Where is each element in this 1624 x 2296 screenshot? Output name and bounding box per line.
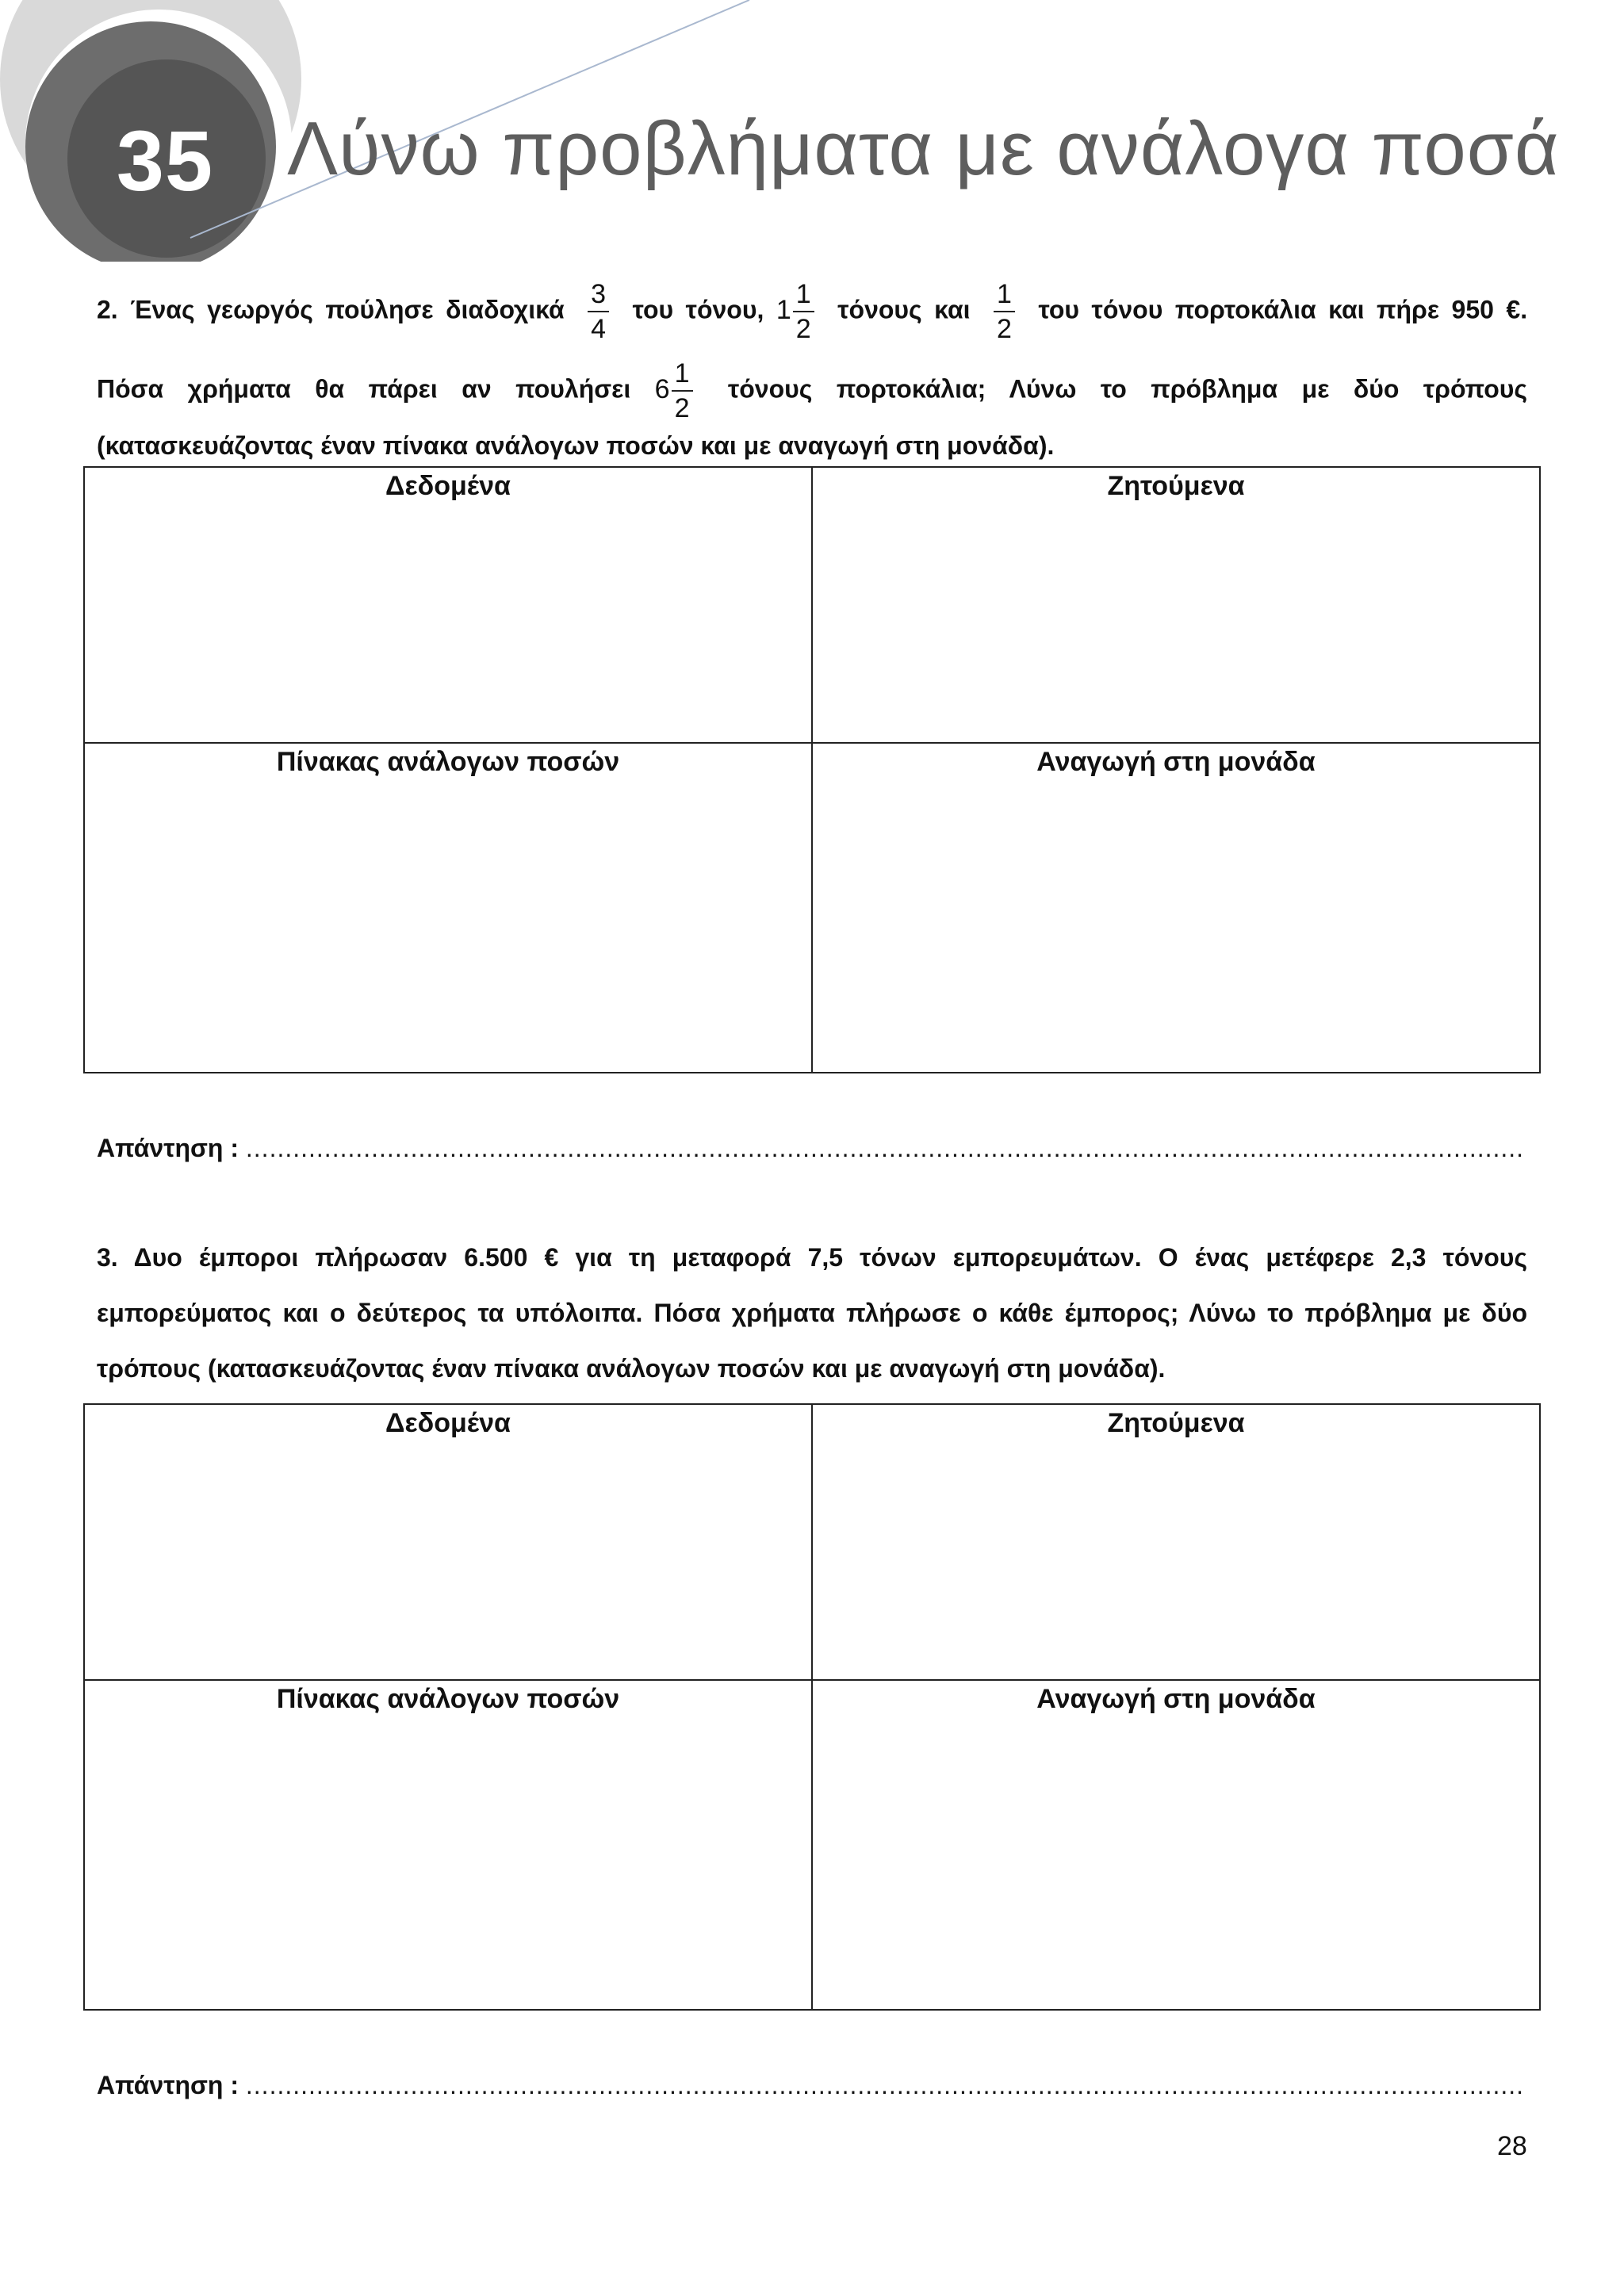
lesson-number-badge: 35 (116, 113, 214, 209)
problem-2-line-2 (97, 357, 1527, 425)
wanted-cell[interactable]: Ζητούμενα (812, 467, 1540, 743)
wanted-cell[interactable]: Ζητούμενα (812, 1404, 1540, 1680)
problem-3-line-1: 3. Δυο έμποροι πλήρωσαν 6.500 € για τη μεταφορά 7,5 τόνων εμπορευμάτων. Ο ένας μετέφερε 2,3 τόνους (97, 1243, 1527, 1272)
page-number: 28 (1497, 2131, 1527, 2161)
mixed-number-six-and-half: 6 $\frac{1}{2}$ (655, 357, 704, 425)
fraction-one-half: $\frac{1}{2}$ (994, 277, 1015, 346)
proportion-table-cell[interactable]: Πίνακας ανάλογων ποσών (84, 743, 812, 1073)
problem-2-line-1 (97, 277, 1527, 346)
fraction-three-quarters: $\frac{3}{4}$ (588, 277, 609, 346)
mixed-number-one-and-half: 1 $\frac{1}{2}$ (776, 277, 825, 346)
problem-2-solution-table (83, 466, 1541, 1073)
answer-line-problem-2 (97, 1134, 1524, 1163)
proportion-table-cell[interactable]: Πίνακας ανάλογων ποσών (84, 1680, 812, 2010)
problem-3-solution-table (83, 1403, 1541, 2011)
unit-reduction-cell[interactable]: Αναγωγή στη μονάδα (812, 743, 1540, 1073)
problem-2-text: τόνους πορτοκάλια; Λύνω το πρόβλημα με δύο τρόπους (727, 374, 1528, 404)
given-cell[interactable]: Δεδομένα (84, 1404, 812, 1680)
problem-2-line-3: (κατασκευάζοντας έναν πίνακα ανάλογων ποσών και με αναγωγή στη μονάδα). (97, 431, 1055, 460)
problem-3-line-3: τρόπους (κατασκευάζοντας έναν πίνακα ανάλογων ποσών και με αναγωγή στη μονάδα). (97, 1354, 1166, 1383)
answer-blank[interactable]: ................................................................................................................................................................... (245, 1134, 1524, 1162)
problem-2-text: του τόνου, (632, 295, 764, 324)
answer-blank[interactable]: ................................................................................................................................................................... (245, 2071, 1524, 2099)
unit-reduction-cell[interactable]: Αναγωγή στη μονάδα (812, 1680, 1540, 2010)
answer-label: Απάντηση : (97, 2071, 239, 2099)
problem-3-line-2: εμπορεύματος και ο δεύτερος τα υπόλοιπα. Πόσα χρήματα πλήρωσε ο κάθε έμπορος; Λύνω το πρόβλημα με δύο (97, 1299, 1527, 1327)
problem-2-text: Πόσα χρήματα θα πάρει αν πουλήσει (97, 374, 631, 404)
problem-2-text: τόνους και (837, 295, 971, 324)
answer-line-problem-3 (97, 2071, 1524, 2100)
problem-2-text: 2. Ένας γεωργός πούλησε διαδοχικά (97, 295, 565, 324)
problem-2-text: του τόνου πορτοκάλια και πήρε 950 €. (1038, 295, 1528, 324)
answer-label: Απάντηση : (97, 1134, 239, 1162)
given-cell[interactable]: Δεδομένα (84, 467, 812, 743)
page-title: Λύνω προβλήματα με ανάλογα ποσά (287, 106, 1560, 191)
